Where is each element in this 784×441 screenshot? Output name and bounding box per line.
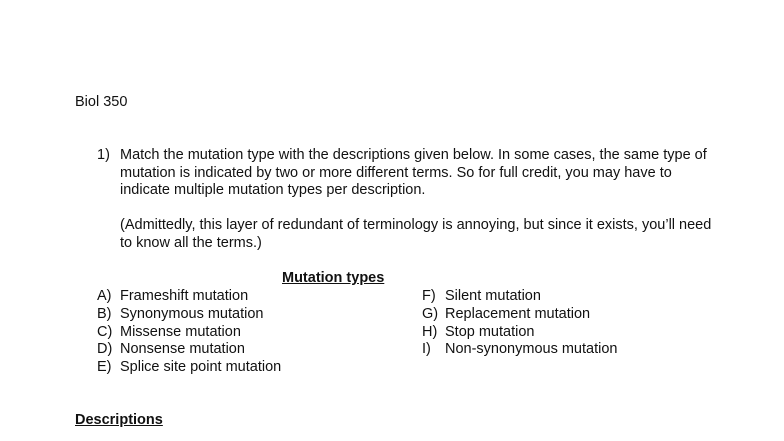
question-number: 1) bbox=[97, 147, 110, 163]
descriptions-heading: Descriptions bbox=[75, 412, 163, 428]
mutation-types-list-left bbox=[97, 288, 281, 377]
item-letter: C) bbox=[97, 323, 113, 340]
item-letter: F) bbox=[422, 288, 436, 304]
list-item bbox=[422, 306, 617, 324]
item-letter: A) bbox=[97, 288, 112, 304]
question-note: (Admittedly, this layer of redundant of terminology is annoying, but since it exists, you’ll need to know all the terms.) bbox=[120, 217, 712, 251]
list-item bbox=[97, 324, 281, 342]
item-letter: I) bbox=[422, 341, 431, 358]
course-title: Biol 350 bbox=[75, 94, 128, 110]
list-item bbox=[97, 306, 281, 324]
item-label: Stop mutation bbox=[445, 323, 535, 340]
item-label: Replacement mutation bbox=[445, 305, 591, 322]
item-label: Synonymous mutation bbox=[120, 305, 264, 322]
item-label: Nonsense mutation bbox=[120, 341, 245, 358]
item-label: Splice site point mutation bbox=[120, 359, 282, 376]
mutation-types-heading: Mutation types bbox=[282, 270, 385, 286]
question-body bbox=[120, 147, 720, 252]
item-label: Frameshift mutation bbox=[120, 288, 249, 304]
list-item bbox=[97, 288, 281, 306]
mutation-types-list-right bbox=[422, 288, 617, 359]
item-label: Missense mutation bbox=[120, 323, 241, 340]
item-label: Silent mutation bbox=[445, 288, 541, 304]
item-letter: B) bbox=[97, 305, 112, 322]
list-item bbox=[422, 288, 617, 306]
item-letter: G) bbox=[422, 305, 439, 322]
item-letter: D) bbox=[97, 341, 113, 358]
item-letter: H) bbox=[422, 323, 438, 340]
list-item bbox=[97, 359, 281, 377]
item-label: Non-synonymous mutation bbox=[445, 341, 618, 358]
list-item bbox=[97, 341, 281, 359]
list-item bbox=[422, 341, 617, 359]
question-instructions: Match the mutation type with the descriptions given below. In some cases, the same type of mutation is indicated by two or more different terms. So for full credit, you may have to indicate multiple mutation types per description. bbox=[120, 147, 707, 198]
item-letter: E) bbox=[97, 359, 112, 376]
list-item bbox=[422, 324, 617, 342]
